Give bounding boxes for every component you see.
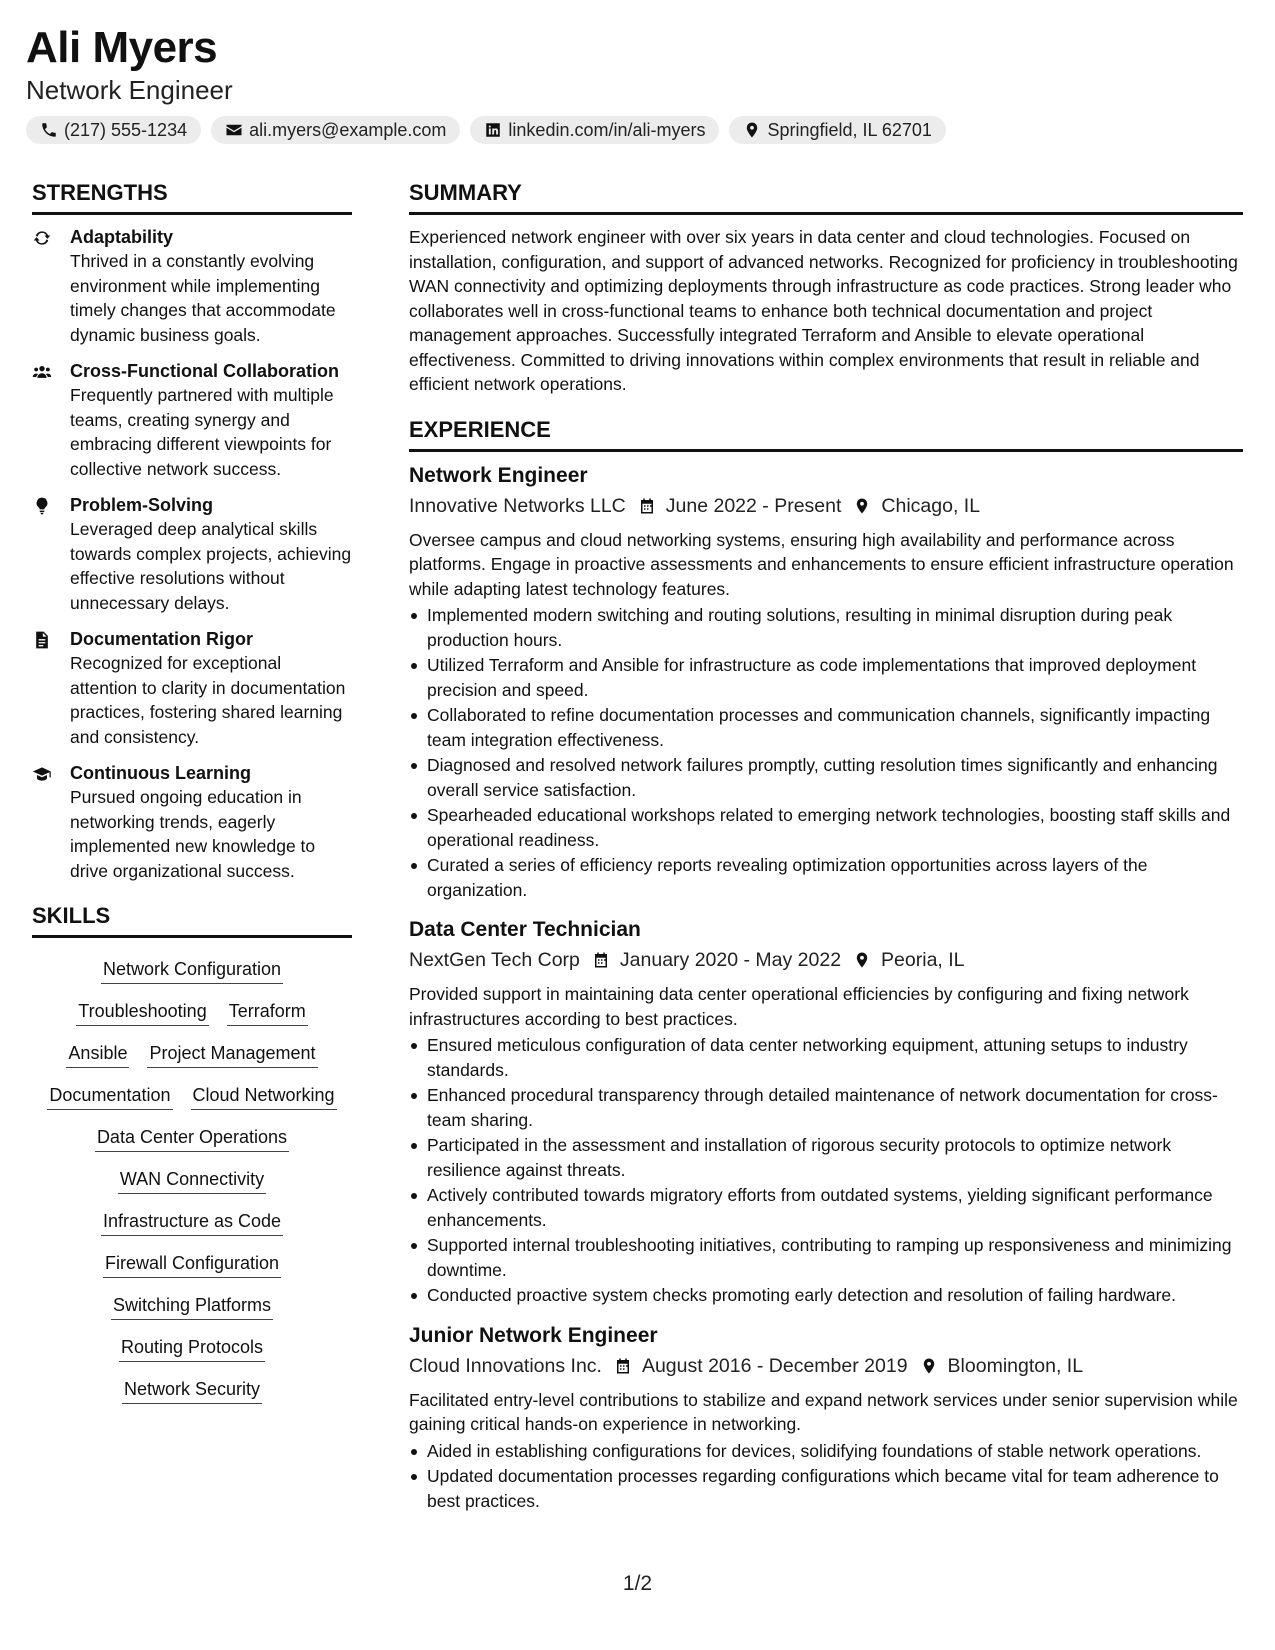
contact-phone-text: (217) 555-1234 — [64, 119, 188, 140]
job-title: Data Center Technician — [409, 918, 641, 941]
job-bullet: Collaborated to refine documentation processes and communication channels, significantly impacting team integration effectiveness. — [409, 703, 1243, 752]
job-bullet: Supported internal troubleshooting initiatives, contributing to ramping up responsiveness and minimizing downtime. — [409, 1233, 1243, 1282]
job-bullet: Enhanced procedural transparency through detailed maintenance of network documentation for cross-team sharing. — [409, 1083, 1243, 1132]
strength-item — [32, 225, 352, 347]
skills-row — [32, 956, 352, 984]
strength-desc: Pursued ongoing education in networking trends, eagerly implemented new knowledge to drive organizational success. — [70, 787, 316, 881]
skill-tag: Troubleshooting — [76, 998, 208, 1026]
strengths-heading: STRENGTHS — [32, 178, 352, 215]
job-company: NextGen Tech Corp — [409, 949, 580, 971]
contact-location-text: Springfield, IL 62701 — [767, 119, 932, 140]
job-location: Peoria, IL — [881, 949, 965, 971]
skills-row — [32, 1040, 352, 1068]
skills-list — [32, 948, 352, 1404]
skills-row — [32, 1166, 352, 1194]
skills-heading: SKILLS — [32, 901, 352, 938]
job-description: Oversee campus and cloud networking systems, ensuring high availability and performance across platforms. Engage in proactive assessments and enhancements to ensure efficient infrastructure operation while adapting latest technology features. — [409, 529, 1234, 599]
skill-tag: Data Center Operations — [95, 1124, 289, 1152]
skills-row — [32, 1082, 352, 1110]
summary-heading: SUMMARY — [409, 178, 1243, 215]
job-description: Facilitated entry-level contributions to stabilize and expand network services under senior supervision while gaining critical hands-on experience in networking. — [409, 1389, 1238, 1434]
job-location: Bloomington, IL — [947, 1354, 1084, 1377]
map-pin-icon — [853, 951, 871, 969]
strength-desc: Leveraged deep analytical skills towards complex projects, achieving effective resolutions without unnecessary delays. — [70, 519, 352, 613]
skill-tag: Ansible — [66, 1040, 129, 1068]
job-bullet: Actively contributed towards migratory efforts from outdated systems, yielding significant performance enhancements. — [409, 1183, 1243, 1232]
job-bullets — [409, 1439, 1243, 1514]
graduation-cap-icon — [32, 764, 52, 784]
contact-email[interactable] — [211, 116, 460, 144]
lightbulb-icon — [32, 496, 52, 516]
job-bullet: Aided in establishing configurations for devices, solidifying foundations of stable network operations. — [409, 1439, 1243, 1464]
sync-icon — [32, 228, 52, 248]
job-bullets — [409, 603, 1243, 902]
skill-tag: Project Management — [147, 1040, 317, 1068]
strength-name: Cross-Functional Collaboration — [70, 361, 340, 381]
left-column — [32, 178, 352, 1404]
job-title: Network Engineer — [409, 463, 588, 487]
job-company: Innovative Networks LLC — [409, 494, 626, 517]
job-entry — [409, 462, 1243, 903]
strength-desc: Recognized for exceptional attention to clarity in documentation practices, fostering shared learning and consistency. — [70, 653, 346, 747]
job-bullet: Updated documentation processes regarding configurations which became vital for team adherence to best practices. — [409, 1464, 1243, 1513]
job-bullets — [409, 1033, 1243, 1308]
skills-row — [32, 1334, 352, 1362]
job-bullet: Implemented modern switching and routing solutions, resulting in minimal disruption during peak production hours. — [409, 603, 1243, 652]
skills-row — [32, 1376, 352, 1404]
job-title: Junior Network Engineer — [409, 1323, 658, 1347]
strength-desc: Frequently partnered with multiple teams, creating synergy and embracing different viewpoints for collective network success. — [70, 385, 334, 479]
skills-row — [32, 1292, 352, 1320]
skills-row — [32, 1124, 352, 1152]
job-bullet: Diagnosed and resolved network failures promptly, cutting resolution times significantly and enhancing overall service satisfaction. — [409, 753, 1243, 802]
candidate-title: Network Engineer — [26, 75, 233, 105]
map-pin-icon — [743, 121, 761, 139]
contact-bar — [26, 116, 1246, 144]
job-meta — [409, 946, 1243, 974]
skill-tag: Documentation — [47, 1082, 172, 1110]
resume-header — [26, 22, 1246, 144]
strength-name: Adaptability — [70, 227, 174, 247]
job-dates: January 2020 - May 2022 — [619, 949, 842, 971]
contact-location — [729, 116, 945, 144]
skill-tag: Firewall Configuration — [103, 1250, 281, 1278]
right-column — [409, 178, 1243, 1527]
contact-linkedin[interactable] — [470, 116, 719, 144]
calendar-icon — [638, 497, 656, 515]
calendar-icon — [614, 1357, 632, 1375]
linkedin-icon — [484, 121, 502, 139]
skills-row — [32, 998, 352, 1026]
skill-tag: Infrastructure as Code — [101, 1208, 283, 1236]
strength-name: Documentation Rigor — [70, 629, 253, 649]
skills-row — [32, 1250, 352, 1278]
envelope-icon — [225, 121, 243, 139]
job-dates: August 2016 - December 2019 — [641, 1354, 908, 1377]
skills-row — [32, 1208, 352, 1236]
skill-tag: Network Security — [122, 1376, 262, 1404]
contact-phone — [26, 116, 201, 144]
summary-text: Experienced network engineer with over six years in data center and cloud technologies. Focused on installation, configuration, and support of advanced networks. Recognized for proficiency in troubleshooting WAN connectivity and optimizing deployments through infrastructure as code practices. Strong leader who collaborates well in cross-functional teams to enhance both technical documentation and project management approaches. Successfully integrated Terraform and Ansible to elevate operational effectiveness. Committed to driving innovations within complex environments that result in reliable and efficient network operations. — [409, 227, 1238, 394]
job-bullet: Conducted proactive system checks promoting early detection and resolution of failing hardware. — [409, 1283, 1243, 1308]
skill-tag: Switching Platforms — [111, 1292, 273, 1320]
map-pin-icon — [920, 1357, 938, 1375]
job-entry — [409, 916, 1243, 1308]
job-description: Provided support in maintaining data center operational efficiencies by configuring and fixing network infrastructures according to best practices. — [409, 984, 1189, 1029]
job-entry — [409, 1322, 1243, 1514]
strength-item — [32, 761, 352, 883]
page-number: 1/2 — [622, 1572, 653, 1595]
candidate-name: Ali Myers — [26, 23, 218, 72]
skill-tag: WAN Connectivity — [118, 1166, 266, 1194]
experience-heading: EXPERIENCE — [409, 415, 1243, 452]
job-meta — [409, 1352, 1243, 1380]
skill-tag: Cloud Networking — [191, 1082, 337, 1110]
job-bullet: Ensured meticulous configuration of data center networking equipment, attuning setups to industry standards. — [409, 1033, 1243, 1082]
job-bullet: Utilized Terraform and Ansible for infrastructure as code implementations that improved deployment precision and speed. — [409, 653, 1243, 702]
job-meta — [409, 492, 1243, 520]
strength-name: Problem-Solving — [70, 495, 214, 515]
contact-email-text[interactable]: ali.myers@example.com — [249, 119, 447, 140]
strength-item — [32, 493, 352, 615]
skill-tag: Routing Protocols — [119, 1334, 265, 1362]
skill-tag: Network Configuration — [101, 956, 283, 984]
strength-item — [32, 359, 352, 481]
document-icon — [32, 630, 52, 650]
job-bullet: Curated a series of efficiency reports revealing optimization opportunities across layers of the organization. — [409, 853, 1243, 902]
job-bullet: Spearheaded educational workshops related to emerging network technologies, boosting staff skills and operational readiness. — [409, 803, 1243, 852]
strength-item — [32, 627, 352, 749]
phone-icon — [40, 121, 58, 139]
job-company: Cloud Innovations Inc. — [409, 1354, 602, 1377]
job-bullet: Participated in the assessment and installation of rigorous security protocols to optimize network resilience against threats. — [409, 1133, 1243, 1182]
job-dates: June 2022 - Present — [665, 494, 842, 517]
skill-tag: Terraform — [227, 998, 308, 1026]
strength-name: Continuous Learning — [70, 763, 251, 783]
job-location: Chicago, IL — [881, 494, 981, 517]
contact-linkedin-text[interactable]: linkedin.com/in/ali-myers — [508, 119, 706, 140]
map-pin-icon — [853, 497, 871, 515]
calendar-icon — [592, 951, 610, 969]
strength-desc: Thrived in a constantly evolving environment while implementing timely changes that accommodate dynamic business goals. — [70, 251, 336, 345]
users-icon — [32, 362, 52, 382]
